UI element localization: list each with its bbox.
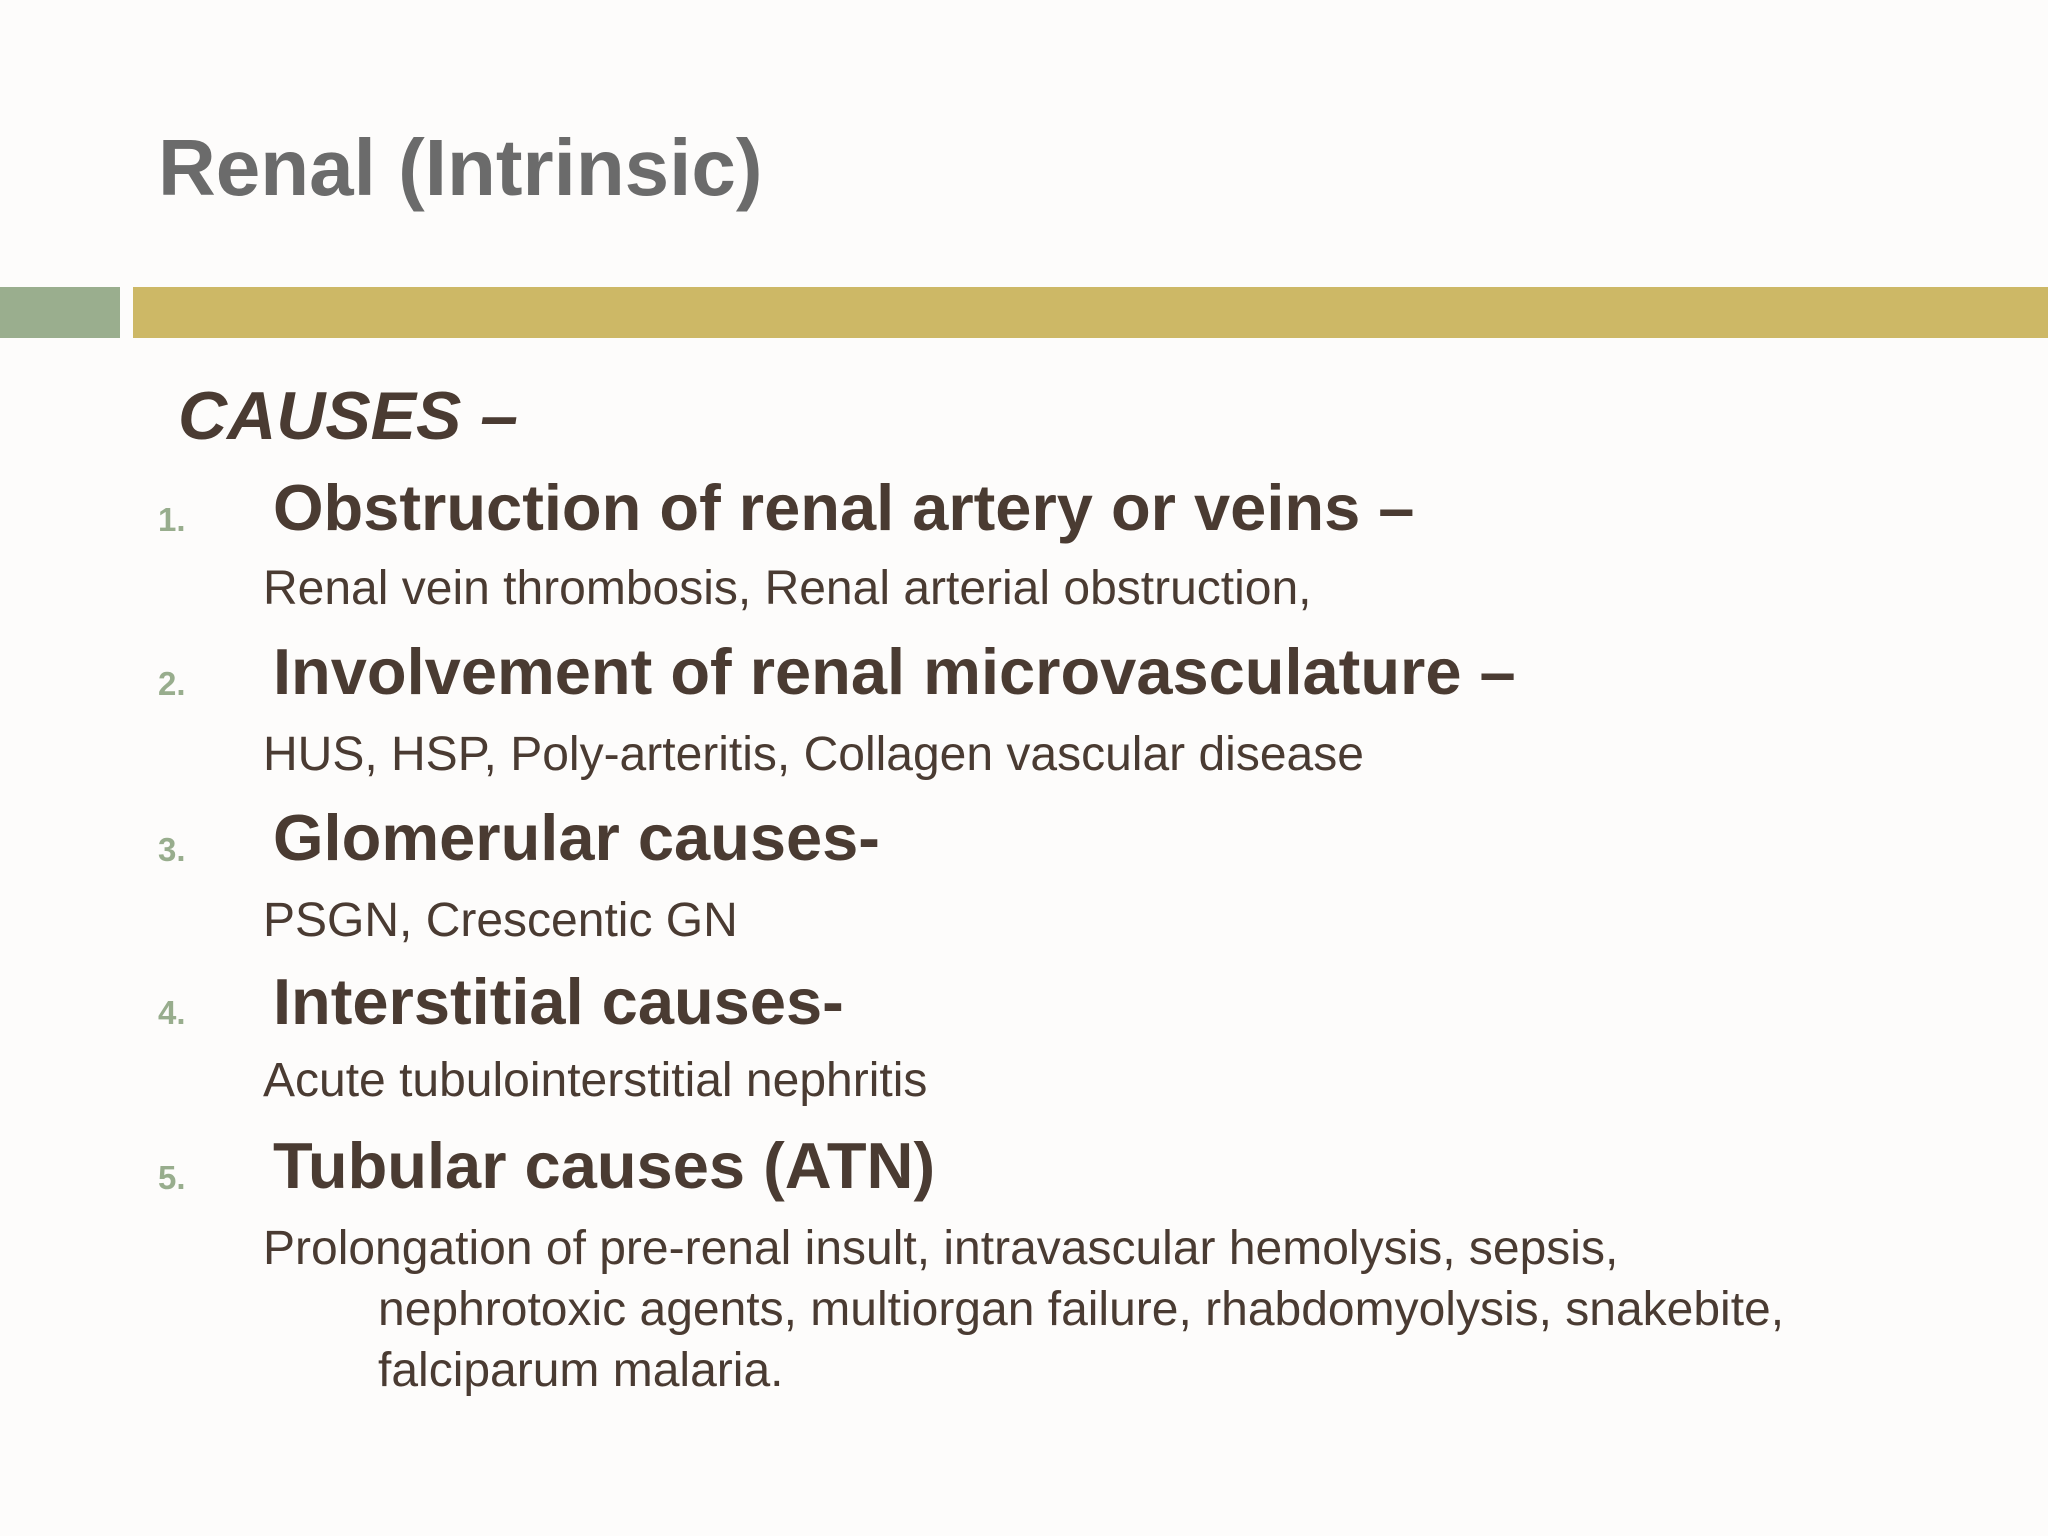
list-item-detail <box>263 890 1903 951</box>
list-item-detail <box>263 1218 1903 1401</box>
slide-title: Renal (Intrinsic) <box>158 123 763 212</box>
list-item-number: 4. <box>158 994 186 1031</box>
list-item-detail-line: HUS, HSP, Poly-arteritis, Collagen vascular disease <box>263 728 1364 781</box>
list-item-heading: Tubular causes (ATN) <box>273 1129 936 1202</box>
list-item-detail-line: Acute tubulointerstitial nephritis <box>263 1054 928 1107</box>
list-item-detail-line: Prolongation of pre-renal insult, intravascular hemolysis, sepsis, <box>263 1222 1619 1275</box>
list-item-number: 2. <box>158 665 186 702</box>
list-item-heading: Glomerular causes- <box>273 801 880 874</box>
list-item-detail-line: PSGN, Crescentic GN <box>263 894 738 947</box>
list-item-number: 5. <box>158 1159 186 1196</box>
list-item-detail <box>263 724 1903 785</box>
list-item-heading: Interstitial causes- <box>273 965 844 1038</box>
list-item-detail-line: falciparum malaria. <box>378 1344 784 1397</box>
list-item-number: 3. <box>158 831 186 868</box>
list-item-heading: Obstruction of renal artery or veins – <box>273 471 1415 544</box>
list-item-detail <box>263 1050 1903 1111</box>
list-item-number: 1. <box>158 501 186 538</box>
list-item-heading: Involvement of renal microvasculature – <box>273 635 1516 708</box>
list-item-detail <box>263 558 1903 619</box>
list-item-detail-line: Renal vein thrombosis, Renal arterial obstruction, <box>263 562 1312 615</box>
causes-heading: CAUSES – <box>178 378 519 454</box>
list-item-detail-line: nephrotoxic agents, multiorgan failure, rhabdomyolysis, snakebite, <box>378 1283 1785 1336</box>
